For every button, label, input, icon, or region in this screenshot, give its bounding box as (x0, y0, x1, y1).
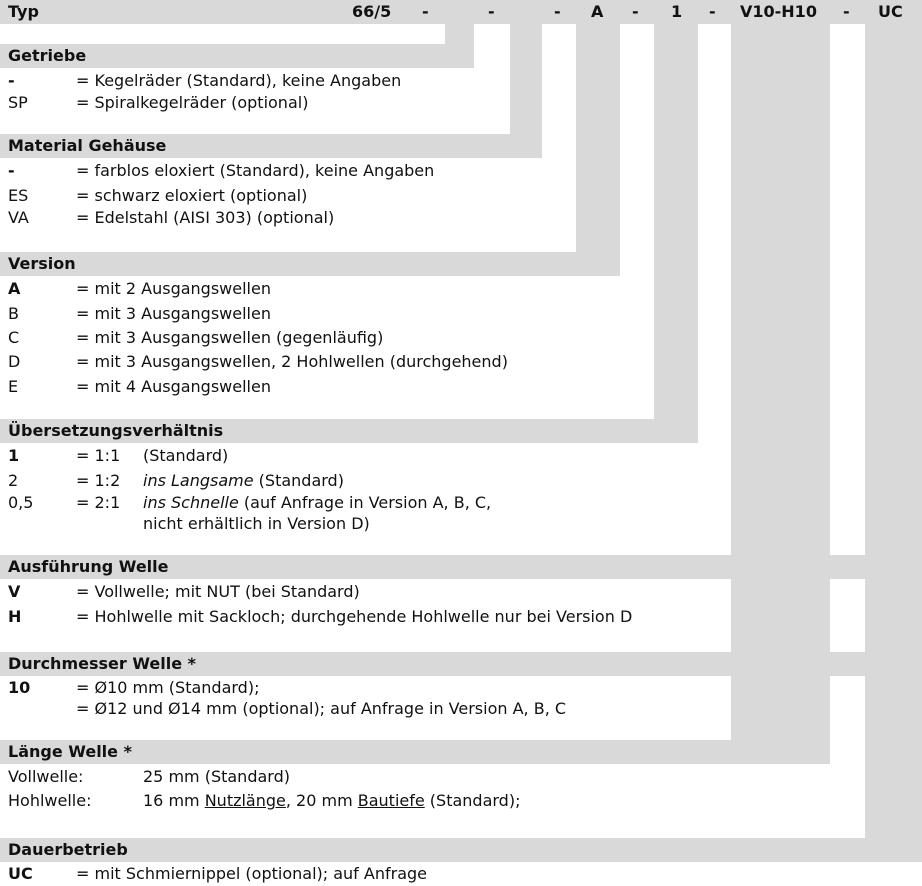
code-welle-1: H (8, 607, 22, 626)
code-ratio: 1 (671, 2, 683, 21)
desc-dauer: = mit Schmiernippel (optional); auf Anfrage (76, 864, 427, 883)
desc-material-0: = farblos eloxiert (Standard), keine Angaben (76, 161, 435, 180)
desc-ratio-1-em: ins Langsame (143, 471, 254, 490)
code-sep-4: - (632, 2, 639, 21)
code-version-4: E (8, 377, 19, 396)
desc-welle-1: = Hohlwelle mit Sackloch; durchgehende Hohlwelle nur bei Version D (76, 607, 633, 626)
label-hohlwelle: Hohlwelle: (8, 791, 92, 810)
code-shaft: V10-H10 (740, 2, 817, 21)
eq-ratio-1: = 1:2 (76, 471, 121, 490)
code-sep-2: - (488, 2, 495, 21)
section-title-welle: Ausführung Welle (8, 557, 169, 576)
desc-material-2: = Edelstahl (AISI 303) (optional) (76, 208, 335, 227)
code-version-0: A (8, 279, 21, 298)
desc-version-4: = mit 4 Ausgangswellen (76, 377, 271, 396)
section-title-ratio: Übersetzungsverhältnis (8, 421, 224, 440)
eq-ratio-0: = 1:1 (76, 446, 121, 465)
code-sep-3: - (554, 2, 561, 21)
code-material-2: VA (8, 208, 29, 227)
code-material-1: ES (8, 186, 29, 205)
col-ratio (654, 24, 698, 419)
desc-version-2: = mit 3 Ausgangswellen (gegenläufig) (76, 328, 384, 347)
code-sep-5: - (709, 2, 716, 21)
desc-durchmesser-0: = Ø10 mm (Standard); (76, 678, 260, 697)
desc-version-3: = mit 3 Ausgangswellen, 2 Hohlwellen (durchgehend) (76, 352, 508, 371)
col-getriebe (445, 24, 474, 44)
desc-getriebe-1: = Spiralkegelräder (optional) (76, 93, 309, 112)
desc-hohlwelle (143, 791, 520, 811)
desc-getriebe-0: = Kegelräder (Standard), keine Angaben (76, 71, 402, 90)
desc-hohlwelle-post: (Standard); (424, 791, 521, 810)
desc-material-1: = schwarz eloxiert (optional) (76, 186, 308, 205)
code-dauer: UC (8, 864, 33, 883)
desc-hohlwelle-bautiefe: Bautiefe (357, 791, 425, 810)
section-title-dauer: Dauerbetrieb (8, 840, 128, 859)
section-title-laenge: Länge Welle * (8, 742, 132, 761)
code-getriebe-1: SP (8, 93, 28, 112)
bar-version (0, 252, 620, 276)
desc-hohlwelle-pre: 16 mm (143, 791, 205, 810)
desc-vollwelle: 25 mm (Standard) (143, 767, 290, 786)
desc-version-0: = mit 2 Ausgangswellen (76, 279, 271, 298)
desc-ratio-0-rest: (Standard) (143, 446, 229, 465)
col-material (510, 24, 542, 134)
desc-ratio-2-continuation: nicht erhältlich in Version D) (143, 514, 370, 533)
code-welle-0: V (8, 582, 21, 601)
section-title-durchmesser: Durchmesser Welle * (8, 654, 197, 673)
desc-hohlwelle-mid: , 20 mm (285, 791, 358, 810)
code-sep-1: - (422, 2, 429, 21)
desc-ratio-1-rest: (Standard) (253, 471, 344, 490)
desc-ratio-2-rest: (auf Anfrage in Version A, B, C, (238, 493, 492, 512)
eq-ratio-2: = 2:1 (76, 493, 121, 512)
code-version: A (591, 2, 604, 21)
code-sep-6: - (843, 2, 850, 21)
code-ratio-0: 1 (8, 446, 20, 465)
desc-ratio-2 (143, 493, 491, 513)
desc-hohlwelle-nutzlaenge: Nutzlänge (204, 791, 286, 810)
desc-durchmesser-1: = Ø12 und Ø14 mm (optional); auf Anfrage in Version A, B, C (76, 699, 567, 718)
section-title-material: Material Gehäuse (8, 136, 167, 155)
code-ratio-1: 2 (8, 471, 19, 490)
col-welle-a (731, 24, 830, 740)
desc-ratio-1 (143, 471, 344, 491)
section-title-version: Version (8, 254, 76, 273)
typ-label: Typ (8, 2, 39, 21)
code-version-2: C (8, 328, 20, 347)
desc-ratio-2-em: ins Schnelle (143, 493, 239, 512)
desc-ratio-0 (143, 446, 228, 466)
code-material-0: - (8, 161, 15, 180)
desc-version-1: = mit 3 Ausgangswellen (76, 304, 271, 323)
col-option (865, 24, 922, 838)
code-option: UC (878, 2, 903, 21)
section-title-getriebe: Getriebe (8, 46, 87, 65)
code-version-3: D (8, 352, 21, 371)
code-getriebe-0: - (8, 71, 15, 90)
desc-welle-0: = Vollwelle; mit NUT (bei Standard) (76, 582, 360, 601)
label-vollwelle: Vollwelle: (8, 767, 84, 786)
code-ratio-2: 0,5 (8, 493, 34, 512)
code-version-1: B (8, 304, 19, 323)
code-durchmesser: 10 (8, 678, 31, 697)
typ-value: 66/5 (352, 2, 392, 21)
col-version (576, 24, 620, 252)
bar-dauer (0, 838, 922, 862)
